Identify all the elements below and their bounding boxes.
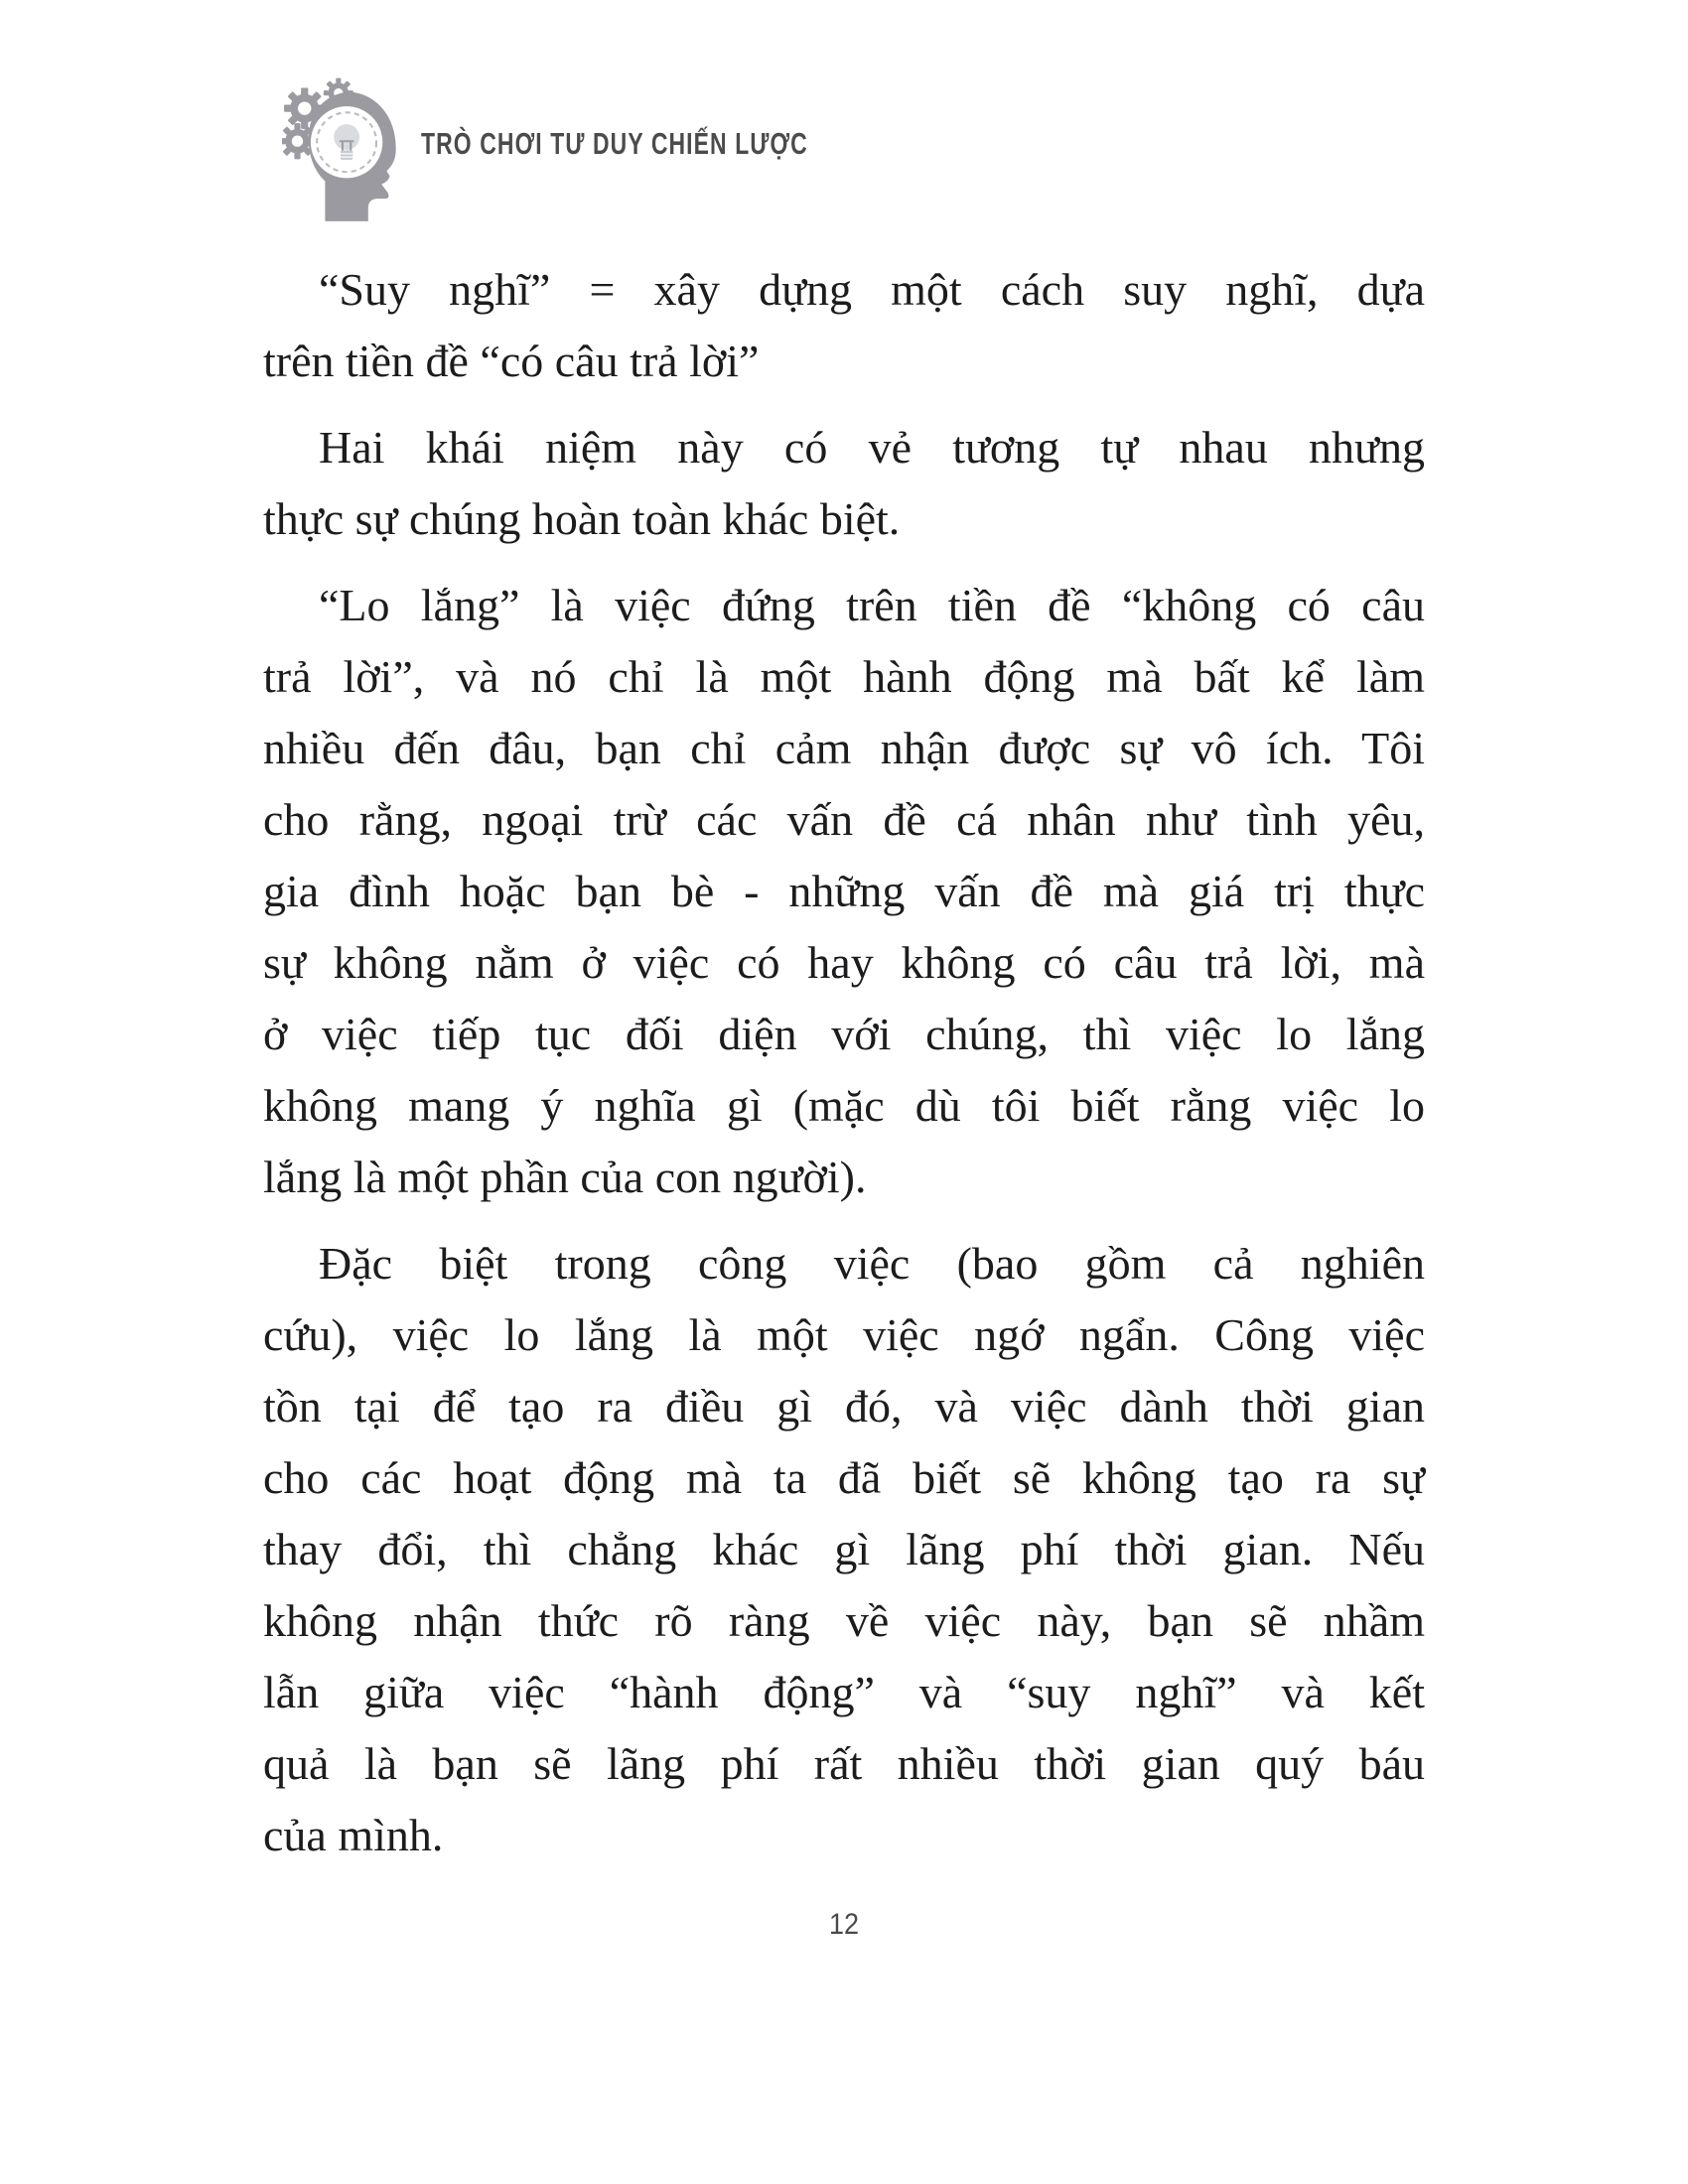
page-header — [0, 0, 1688, 238]
paragraph-4 — [263, 1228, 1425, 1871]
text-line: quả là bạn sẽ lãng phí rất nhiều thời gian quý báu — [263, 1738, 1425, 1789]
paragraph-1 — [263, 254, 1425, 397]
book-title: TRÒ CHƠI TƯ DUY CHIẾN LƯỢC — [421, 126, 808, 161]
text-line: cho các hoạt động mà ta đã biết sẽ không tạo ra sự — [263, 1452, 1425, 1503]
logo — [282, 77, 405, 221]
text-line: cho rằng, ngoại trừ các vấn đề cá nhân như tình yêu, — [263, 794, 1425, 845]
text-line: “Lo lắng” là việc đứng trên tiền đề “không có câu — [319, 580, 1425, 630]
text-line: gia đình hoặc bạn bè - những vấn đề mà giá trị thực — [263, 866, 1425, 916]
body-text — [263, 254, 1425, 1886]
thinking-head-logo — [282, 77, 405, 221]
text-line: nhiều đến đâu, bạn chỉ cảm nhận được sự vô ích. Tôi — [263, 723, 1425, 773]
text-line: Đặc biệt trong công việc (bao gồm cả nghiên — [319, 1238, 1425, 1289]
text-line: lẫn giữa việc “hành động” và “suy nghĩ” và kết — [263, 1667, 1425, 1717]
text-line: tồn tại để tạo ra điều gì đó, và việc dành thời gian — [263, 1381, 1425, 1432]
paragraph-3 — [263, 570, 1425, 1213]
text-line: trả lời”, và nó chỉ là một hành động mà bất kể làm — [263, 651, 1425, 702]
paragraph-2 — [263, 412, 1425, 555]
text-line: Hai khái niệm này có vẻ tương tự nhau nhưng — [319, 422, 1425, 473]
text-line: thay đổi, thì chẳng khác gì lãng phí thời gian. Nếu — [263, 1524, 1425, 1574]
text-line: lắng là một phần của con người). — [263, 1152, 867, 1202]
text-line: trên tiền đề “có câu trả lời” — [263, 336, 760, 386]
book-title-wrap — [421, 123, 944, 165]
text-line: cứu), việc lo lắng là một việc ngớ ngẩn. Công việc — [263, 1309, 1425, 1360]
text-line: “Suy nghĩ” = xây dựng một cách suy nghĩ, dựa — [319, 264, 1425, 315]
page-number: 12 — [828, 1908, 860, 1941]
text-line: thực sự chúng hoàn toàn khác biệt. — [263, 493, 901, 544]
text-line: không mang ý nghĩa gì (mặc dù tôi biết rằng việc lo — [263, 1080, 1425, 1131]
text-line: của mình. — [263, 1810, 444, 1860]
text-line: sự không nằm ở việc có hay không có câu trả lời, mà — [263, 937, 1425, 988]
text-line: ở việc tiếp tục đối diện với chúng, thì việc lo lắng — [263, 1009, 1425, 1059]
text-line: không nhận thức rõ ràng về việc này, bạn sẽ nhầm — [263, 1595, 1425, 1646]
